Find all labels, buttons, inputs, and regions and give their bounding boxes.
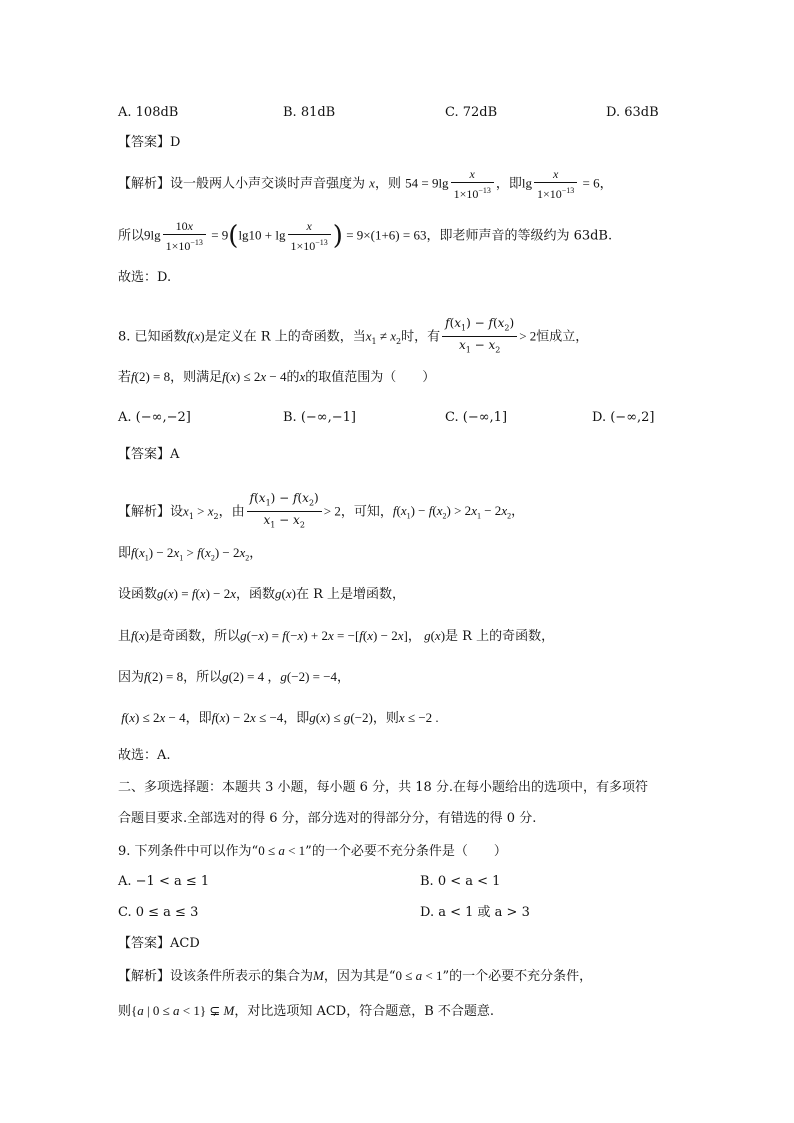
fraction: $\frac{f(x_1) - f(x_2)}{x_1 - x_2}$ [442, 315, 517, 359]
text: 是 R 上的奇函数， [445, 629, 555, 644]
solution-label: 【解析】 [118, 504, 171, 520]
q9-solution-line-2: 则{a | 0 ≤ a < 1} ⊊ M，对比选项知 ACD，符合题意，B 不合题意. [118, 1003, 495, 1019]
text: 恒成立， [536, 329, 589, 345]
text: ，则 [372, 711, 399, 726]
q9-option-b: B. 0 < a < 1 [420, 874, 501, 889]
text: 设函数 [118, 587, 158, 602]
q7-option-a: A. 108dB [118, 105, 179, 120]
text: 所以 [118, 228, 145, 244]
text: 设该条件所表示的集合为 [170, 969, 314, 984]
text: 是奇函数，所以 [149, 629, 241, 644]
q7-answer: 【答案】D [118, 135, 181, 150]
q7-solution-line-2: 所以9lg $\frac{10x}{1\times 10^{-13}}$ = 9(lg10 + lg $\frac{x}{1\times 10^{-13}}$ ) = 9×(1+6) = 63，即老师声音的等级约为 63dB. [118, 219, 613, 253]
solution-label: 【解析】 [118, 969, 171, 984]
fraction: $\frac{x}{1\times 10^{-13}}$ [534, 166, 577, 202]
q8-stem-line-2: 若f(2) = 8，则满足f(x) ≤ 2x − 4的x的取值范围为（ ） [118, 369, 436, 385]
text: ，即 [495, 176, 522, 192]
q7-option-b: B. 81dB [283, 105, 336, 120]
q9-stem: 9. 下列条件中可以作为“0 ≤ a < 1”的一个必要不充分条件是（ ） [118, 843, 507, 859]
text: ”的一个必要不充分条件， [442, 969, 593, 984]
q8-solution-line-4: 且f(x)是奇函数，所以g(−x) = f(−x) + 2x = −[f(x) − 2x]， g(x)是 R 上的奇函数， [118, 628, 555, 644]
text: 的取值范围为（ ） [305, 370, 436, 385]
q8-option-c: C. (−∞,1] [445, 410, 508, 425]
q9-solution-line-1: 【解析】设该条件所表示的集合为M，因为其是“0 ≤ a < 1”的一个必要不充分条件， [118, 968, 593, 984]
text: ”的一个必要不充分条件是（ ） [305, 844, 507, 859]
section-2-heading-line-2: 合题目要求.全部选对的得 6 分，部分选对的得部分分，有错选的得 0 分. [118, 811, 537, 826]
q8-solution-line-6: f(x) ≤ 2x − 4，即f(x) − 2x ≤ −4，即g(x) ≤ g(−2)，则x ≤ −2 . [121, 710, 439, 726]
q9-answer: 【答案】ACD [118, 936, 200, 951]
q8-option-b: B. (−∞,−1] [283, 410, 356, 425]
text: ，则满足 [170, 370, 223, 385]
fraction: $\frac{f(x_1) - f(x_2)}{x_1 - x_2}$ [247, 490, 322, 534]
text: ，因为其是“ [323, 969, 396, 984]
solution-label: 【解析】 [118, 176, 171, 192]
text: ，对比选项知 ACD，符合题意，B 不合题意. [234, 1004, 495, 1019]
section-2-heading-line-1: 二、多项选择题：本题共 3 小题，每小题 6 分，共 18 分.在每小题给出的选项中，有多项符 [118, 780, 649, 795]
fraction: $\frac{10x}{1\times 10^{-13}}$ [163, 218, 206, 254]
q8-option-a: A. (−∞,−2] [118, 410, 191, 425]
q7-option-c: C. 72dB [445, 105, 498, 120]
text: 是定义在 R 上的奇函数，当 [204, 329, 366, 345]
text: 设 [170, 504, 184, 520]
fraction: $\frac{x}{1\times 10^{-13}}$ [451, 166, 494, 202]
text: ，由 [218, 504, 245, 520]
text: ，函数 [236, 587, 276, 602]
q9-option-c: C. 0 ≤ a ≤ 3 [118, 905, 199, 920]
q8-solution-line-5: 因为f(2) = 8，所以g(2) = 4 ，g(−2) = −4， [118, 669, 351, 685]
text: 则 [118, 1004, 132, 1019]
text: 时，有 [401, 329, 441, 345]
q8-option-d: D. (−∞,2] [592, 410, 655, 425]
q7-option-d: D. 63dB [606, 105, 659, 120]
text: 若 [118, 370, 132, 385]
text: 8. 已知函数 [118, 329, 187, 345]
text: ，则 [374, 176, 401, 192]
q9-option-a: A. −1 < a ≤ 1 [118, 874, 210, 889]
text: ，所以 [183, 670, 223, 685]
text: 的 [286, 370, 300, 385]
text: ，即 [283, 711, 310, 726]
q8-conclusion: 故选：A. [118, 748, 171, 763]
fraction: $\frac{x}{1\times 10^{-13}}$ [288, 218, 331, 254]
text: 设一般两人小声交谈时声音强度为 [170, 176, 366, 192]
q9-option-d: D. a < 1 或 a > 3 [420, 905, 530, 920]
q8-solution-line-3: 设函数g(x) = f(x) − 2x，函数g(x)在 R 上是增函数， [118, 586, 406, 602]
text: 即 [118, 546, 132, 561]
text: 9. 下列条件中可以作为“ [118, 844, 259, 859]
q8-solution-line-1: 【解析】设$x_1 > x_2$，由 $\frac{f(x_1) - f(x_2)}{x_1 - x_2}$ > 2，可知，$f(x_1) - f(x_2) > 2x_1 - 2x_2$， [118, 490, 524, 534]
text: ，即 [185, 711, 212, 726]
q7-solution-line-1: 【解析】设一般两人小声交谈时声音强度为 x，则 54 = 9lg $\frac{x}{1\times 10^{-13}}$ ，即lg $\frac{x}{1\times 10^{-13}}$ = 6， [118, 167, 613, 201]
text: ，可知， [340, 504, 393, 520]
text: 且 [118, 629, 132, 644]
q8-answer: 【答案】A [118, 447, 180, 462]
text: 因为 [118, 670, 145, 685]
q8-stem-line-1: 8. 已知函数f(x)是定义在 R 上的奇函数，当$x_1 \ne x_2$时，有 $\frac{f(x_1) - f(x_2)}{x_1 - x_2}$ > 2恒成立， [118, 315, 588, 359]
text: 在 R 上是增函数， [296, 587, 406, 602]
q8-solution-line-2: 即$f(x_1) - 2x_1 > f(x_2) - 2x_2$， [118, 545, 263, 563]
q7-conclusion: 故选：D. [118, 270, 172, 285]
text: ，即老师声音的等级约为 63dB. [426, 228, 613, 244]
